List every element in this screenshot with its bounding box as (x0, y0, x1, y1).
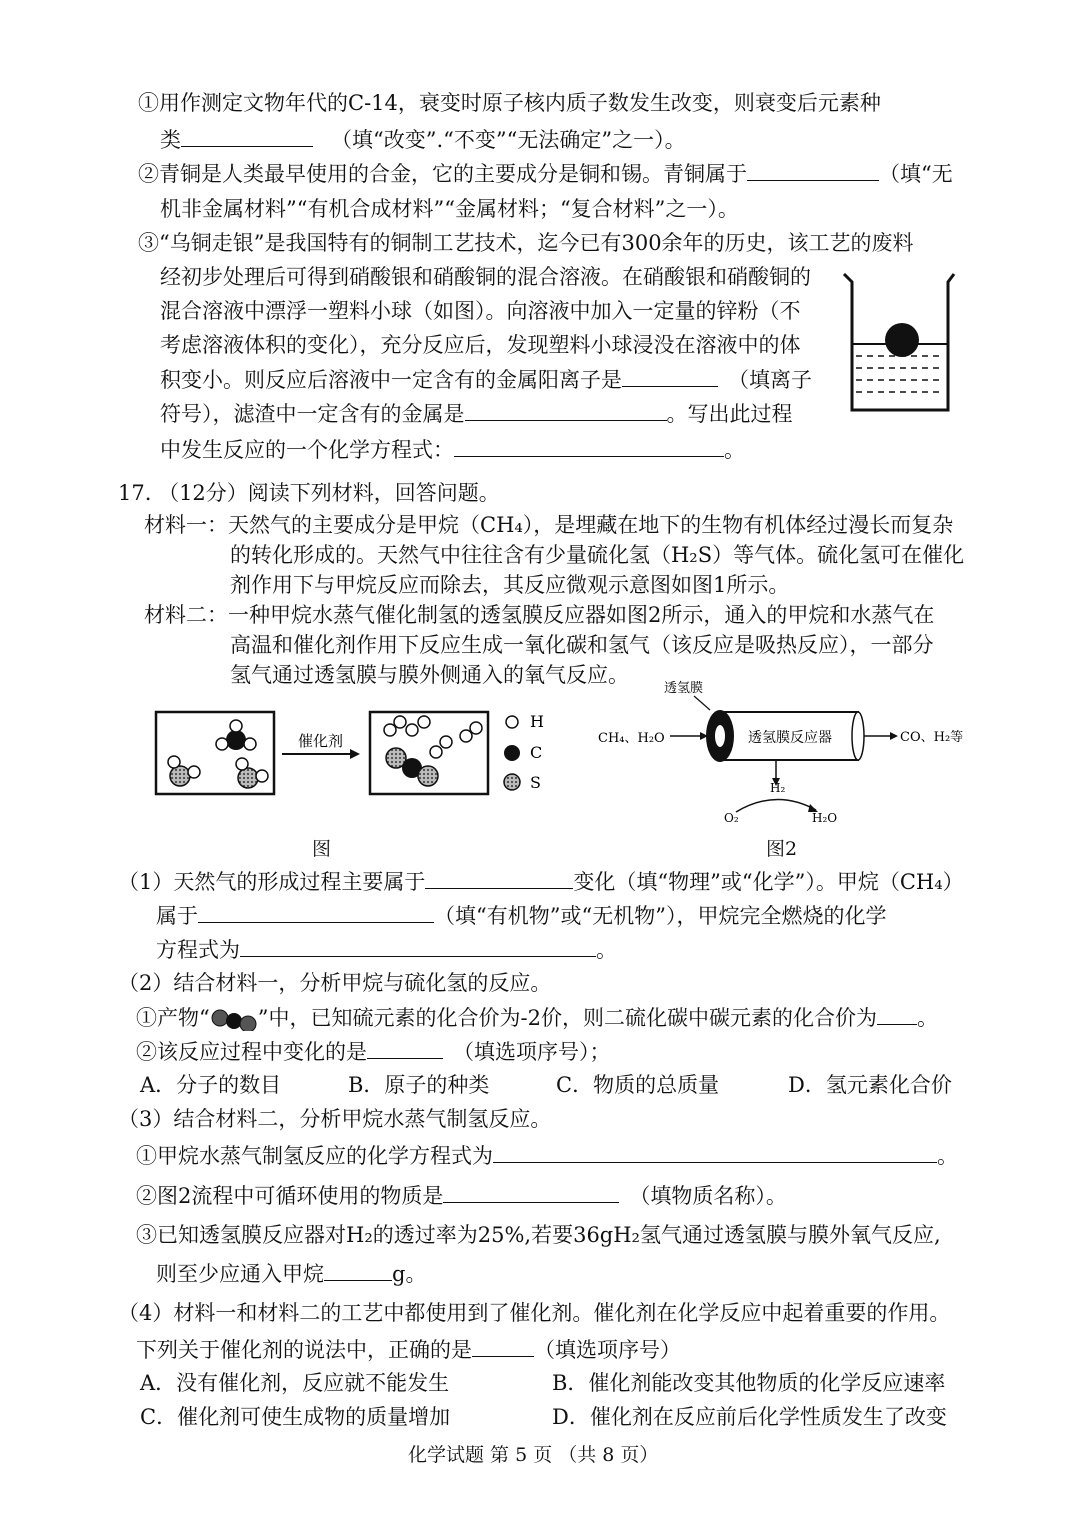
figure2-caption: 图2 (766, 838, 798, 860)
q16-line1: ①用作测定文物年代的C-14，衰变时原子核内质子数发生改变，则衰变后元素种 (138, 91, 881, 115)
legend-c: C (530, 743, 543, 762)
answer-blank[interactable] (324, 1258, 392, 1281)
q16-l9-text: 积变小。则反应后溶液中一定含有的金属阳离子是 (160, 368, 622, 392)
answer-blank[interactable] (622, 364, 718, 387)
part3-q2-text: ②图2流程中可循环使用的物质是 (136, 1184, 444, 1208)
legend-s: S (530, 773, 541, 792)
beaker-figure (840, 268, 958, 418)
part2-q2 (136, 1036, 611, 1067)
part1-text-b2: （填“有机物”或“无机物”），甲烷完全燃烧的化学 (434, 904, 887, 928)
q16-l10-text: 符号），滤渣中一定含有的金属是 (160, 402, 465, 426)
part1-text-c2: 。 (596, 938, 617, 962)
part4-hint: （填选项序号） (534, 1338, 681, 1362)
material2-line3: 氢气通过透氢膜与膜外侧通入的氧气反应。 (230, 663, 629, 687)
q16-line8: 考虑溶液体积的变化），充分反应后，发现塑料小球浸没在溶液中的体 (160, 333, 801, 357)
part4-option-b: B．催化剂能改变其他物质的化学反应速率 (552, 1371, 946, 1395)
part1-text-a2: 变化（填“物理”或“化学”）。甲烷（CH₄） (573, 870, 964, 894)
output-label: CO、H₂等 (900, 730, 964, 745)
catalyst-label: 催化剂 (298, 732, 344, 750)
part4-line1: （4）材料一和材料二的工艺中都使用到了催化剂。催化剂在化学反应中起着重要的作用。 (118, 1301, 951, 1325)
part3-q2 (136, 1180, 787, 1211)
q16-line6: 经初步处理后可得到硝酸银和硝酸铜的混合溶液。在硝酸银和硝酸铜的 (160, 265, 811, 289)
part4-option-c: C．催化剂可使生成物的质量增加 (140, 1405, 451, 1429)
part4-option-a: A．没有催化剂，反应就不能发生 (140, 1371, 450, 1395)
q16-line5: ③“乌铜走银”是我国特有的铜制工艺技术，迄今已有300余年的历史，该工艺的废料 (138, 231, 914, 255)
part3-q1-text: ①甲烷水蒸气制氢反应的化学方程式为 (136, 1144, 493, 1168)
part1-text-c: 方程式为 (156, 938, 240, 962)
part2-q1-text: ①产物“ (136, 1006, 210, 1030)
part4-line2 (136, 1334, 681, 1365)
answer-blank[interactable] (198, 900, 434, 923)
part3-q3: ③已知透氢膜反应器对H₂的透过率为25%,若要36gH₂氢气通过透氢膜与膜外氧气反应, (136, 1223, 941, 1247)
h2-label: H₂ (770, 781, 786, 795)
q16-l11-end: 。 (724, 438, 745, 462)
q16-l2-hint: （填“改变”.“不变”“无法确定”之一）。 (331, 128, 686, 152)
q16-line9 (160, 364, 812, 395)
answer-blank[interactable] (181, 124, 313, 147)
q16-line7: 混合溶液中漂浮一塑料小球（如图）。向溶液中加入一定量的锌粉（不 (160, 299, 801, 323)
answer-blank[interactable] (425, 866, 573, 889)
q16-l11-text: 中发生反应的一个化学方程式： (160, 438, 454, 462)
part1-text-b: 属于 (156, 904, 198, 928)
part2-option-a: A．分子的数目 (140, 1073, 282, 1097)
part1-line3 (156, 934, 617, 965)
part3-q4-unit: g。 (392, 1262, 427, 1286)
q16-line3 (138, 158, 953, 189)
part3-q2-hint: （填物质名称）。 (629, 1184, 787, 1208)
page-footer: 化学试题 第 5 页 （共 8 页） (408, 1444, 659, 1466)
part2-q1-text2: ”中，已知硫元素的化合价为-2价，则二硫化碳中碳元素的化合价为 (257, 1006, 877, 1030)
answer-blank[interactable] (367, 1036, 443, 1059)
part2-option-c: C．物质的总质量 (556, 1073, 720, 1097)
answer-blank[interactable] (877, 1002, 917, 1025)
part2-q1-end: 。 (916, 1006, 938, 1030)
answer-blank[interactable] (747, 158, 879, 181)
part2-q1 (136, 1002, 938, 1033)
legend-h: H (530, 712, 544, 731)
part2-head: （2）结合材料一，分析甲烷与硫化氢的反应。 (118, 971, 552, 995)
part3-q1 (136, 1140, 958, 1171)
part3-q1-end: 。 (937, 1144, 958, 1168)
membrane-reactor-diagram (596, 676, 980, 826)
plastic-ball (885, 323, 919, 357)
q16-line10 (160, 398, 793, 429)
q16-l3-hint: （填“无 (879, 162, 953, 186)
membrane-label: 透氢膜 (664, 681, 704, 696)
material2-line2: 高温和催化剂作用下反应生成一氧化碳和氢气（该反应是吸热反应），一部分 (230, 633, 934, 657)
q16-line4: 机非金属材料”“有机合成材料”“金属材料；“复合材料”之一）。 (160, 197, 739, 221)
material2-line1: 材料二：一种甲烷水蒸气催化制氢的透氢膜反应器如图2所示，通入的甲烷和水蒸气在 (144, 603, 935, 627)
q16-line2 (160, 124, 686, 155)
part2-q2-text: ②该反应过程中变化的是 (136, 1040, 367, 1064)
input-label: CH₄、H₂O (598, 731, 665, 746)
q17-head: 17. （12分）阅读下列材料，回答问题。 (118, 481, 500, 505)
q16-l2-text: 类 (160, 128, 181, 152)
part1-text-a: （1）天然气的形成过程主要属于 (118, 870, 426, 894)
part2-option-d: D．氢元素化合价 (788, 1073, 952, 1097)
reaction-diagram (150, 700, 560, 810)
part1-line2 (156, 900, 886, 931)
answer-blank[interactable] (443, 1180, 619, 1203)
part3-q4-text: 则至少应通入甲烷 (156, 1262, 324, 1286)
q16-l9-hint: （填离子 (728, 368, 812, 392)
part4-text: 下列关于催化剂的说法中，正确的是 (136, 1338, 472, 1362)
answer-blank[interactable] (465, 398, 667, 421)
cs2-molecule-icon (210, 1009, 258, 1031)
answer-blank[interactable] (493, 1140, 937, 1163)
part2-q2-hint: （填选项序号）； (453, 1040, 611, 1064)
material1-line1: 材料一：天然气的主要成分是甲烷（CH₄），是埋藏在地下的生物有机体经过漫长而复杂 (144, 513, 954, 537)
material1-line3: 剂作用下与甲烷反应而除去，其反应微观示意图如图1所示。 (230, 573, 790, 597)
q16-line11 (160, 434, 745, 465)
material1-line2: 的转化形成的。天然气中往往含有少量硫化氢（H₂S）等气体。硫化氢可在催化 (230, 543, 965, 567)
part1-line1 (118, 866, 964, 897)
part4-option-d: D．催化剂在反应前后化学性质发生了改变 (552, 1405, 947, 1429)
figure1-caption: 图 (312, 838, 332, 860)
q16-l3-text: ②青铜是人类最早使用的合金，它的主要成分是铜和锡。青铜属于 (138, 162, 747, 186)
q16-l10-hint: 。写出此过程 (666, 402, 793, 426)
part2-option-b: B．原子的种类 (348, 1073, 490, 1097)
answer-blank[interactable] (472, 1334, 534, 1357)
h2o-label: H₂O (812, 811, 838, 825)
reactor-label: 透氢膜反应器 (748, 730, 832, 746)
part3-q4 (156, 1258, 426, 1289)
part3-head: （3）结合材料二，分析甲烷水蒸气制氢反应。 (118, 1107, 552, 1131)
answer-blank[interactable] (240, 934, 596, 957)
answer-blank[interactable] (454, 434, 724, 457)
o2-label: O₂ (724, 811, 739, 825)
